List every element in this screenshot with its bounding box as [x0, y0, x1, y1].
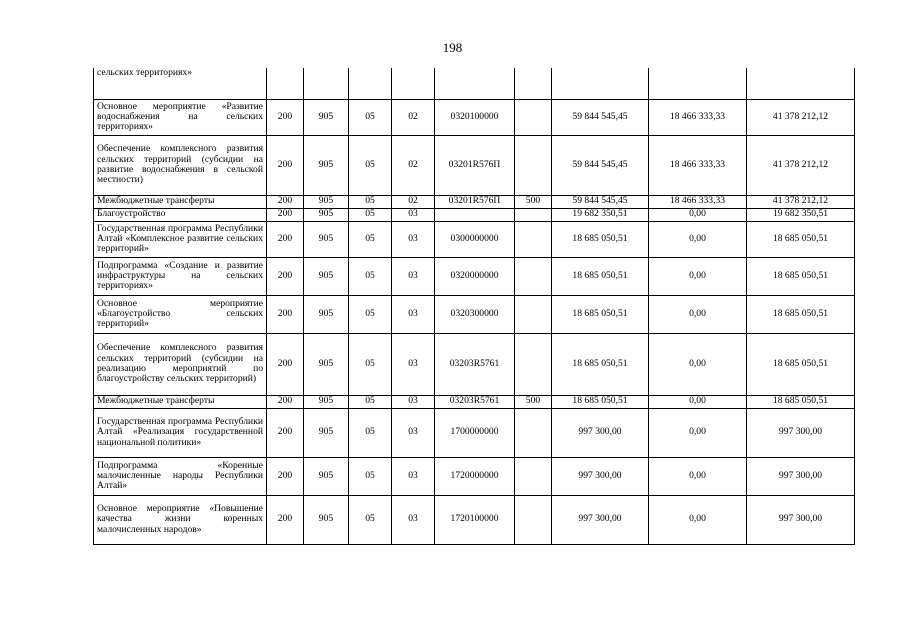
- row-name: Основное мероприятие «Благоустройство сельских территорий»: [94, 295, 267, 333]
- cell-c3: 05: [349, 495, 392, 544]
- cell-v2: 18 466 333,33: [649, 195, 747, 208]
- cell-v3: 41 378 212,12: [747, 195, 855, 208]
- cell-c2: 905: [304, 408, 349, 457]
- row-name: Государственная программа Республики Алтай «Комплексное развитие сельских территорий»: [94, 221, 267, 257]
- cell-c6: [515, 457, 552, 495]
- cell-c4: 03: [392, 408, 435, 457]
- cell-c2: 905: [304, 395, 349, 408]
- cell-c3: 05: [349, 457, 392, 495]
- cell-c1: 200: [267, 495, 304, 544]
- cell-v2: 0,00: [649, 208, 747, 221]
- row-name: Обеспечение комплексного развития сельских территорий (субсидии на реализацию мероприятий по благоустройству сельских территорий): [94, 333, 267, 395]
- cell-v3: 18 685 050,51: [747, 295, 855, 333]
- cell-c6: [515, 221, 552, 257]
- cell-c6: [515, 408, 552, 457]
- table-row: [94, 457, 855, 495]
- cell-c5: 03203R5761: [435, 333, 515, 395]
- table-row: [94, 495, 855, 544]
- cell-c1: 200: [267, 135, 304, 195]
- cell-c1: 200: [267, 221, 304, 257]
- cell-c1: [267, 68, 304, 99]
- cell-c2: 905: [304, 221, 349, 257]
- cell-c2: 905: [304, 135, 349, 195]
- cell-c5: 03201R576П: [435, 195, 515, 208]
- cell-c5: 03201R576П: [435, 135, 515, 195]
- cell-c5: 1720000000: [435, 457, 515, 495]
- cell-c4: 03: [392, 495, 435, 544]
- cell-v3: 18 685 050,51: [747, 221, 855, 257]
- table-row: [94, 99, 855, 135]
- table-row: [94, 395, 855, 408]
- cell-c5: 0320000000: [435, 257, 515, 295]
- cell-c4: 02: [392, 99, 435, 135]
- table-row: [94, 333, 855, 395]
- cell-c3: 05: [349, 408, 392, 457]
- cell-v2: [649, 68, 747, 99]
- cell-v1: 18 685 050,51: [552, 395, 649, 408]
- cell-c4: 02: [392, 195, 435, 208]
- cell-c3: 05: [349, 295, 392, 333]
- cell-c4: 03: [392, 333, 435, 395]
- cell-c3: 05: [349, 99, 392, 135]
- cell-c5: 0320100000: [435, 99, 515, 135]
- cell-c3: 05: [349, 221, 392, 257]
- cell-v2: 0,00: [649, 495, 747, 544]
- cell-c6: [515, 333, 552, 395]
- cell-v2: 0,00: [649, 295, 747, 333]
- table-row: [94, 195, 855, 208]
- cell-c5: 1720100000: [435, 495, 515, 544]
- cell-c6: 500: [515, 395, 552, 408]
- cell-v1: 997 300,00: [552, 495, 649, 544]
- row-name: сельских территориях»: [94, 68, 267, 99]
- cell-v1: 18 685 050,51: [552, 333, 649, 395]
- cell-v2: 0,00: [649, 333, 747, 395]
- row-name: Государственная программа Республики Алтай «Реализация государственной национальной политики»: [94, 408, 267, 457]
- cell-c1: 200: [267, 457, 304, 495]
- cell-v2: 18 466 333,33: [649, 135, 747, 195]
- cell-c4: 02: [392, 135, 435, 195]
- table-row: [94, 408, 855, 457]
- cell-c3: 05: [349, 395, 392, 408]
- cell-c6: [515, 99, 552, 135]
- cell-c1: 200: [267, 257, 304, 295]
- cell-v3: 997 300,00: [747, 408, 855, 457]
- row-name: Подпрограмма «Коренные малочисленные народы Республики Алтай»: [94, 457, 267, 495]
- cell-c6: [515, 68, 552, 99]
- cell-c4: 03: [392, 208, 435, 221]
- page-number: 198: [442, 40, 463, 55]
- cell-c5: 03203R5761: [435, 395, 515, 408]
- cell-c2: 905: [304, 333, 349, 395]
- cell-c6: [515, 208, 552, 221]
- cell-v3: 18 685 050,51: [747, 395, 855, 408]
- row-name: Благоустройство: [94, 208, 267, 221]
- row-name: Основное мероприятие «Развитие водоснабжения на сельских территориях»: [94, 99, 267, 135]
- cell-c3: 05: [349, 257, 392, 295]
- row-name: Основное мероприятие «Повышение качества жизни коренных малочисленных народов»: [94, 495, 267, 544]
- row-name: Подпрограмма «Создание и развитие инфраструктуры на сельских территориях»: [94, 257, 267, 295]
- cell-c1: 200: [267, 195, 304, 208]
- cell-c2: 905: [304, 495, 349, 544]
- cell-v3: 18 685 050,51: [747, 257, 855, 295]
- cell-c1: 200: [267, 295, 304, 333]
- cell-v2: 0,00: [649, 257, 747, 295]
- cell-v1: 997 300,00: [552, 457, 649, 495]
- table-row: [94, 135, 855, 195]
- cell-c6: [515, 135, 552, 195]
- cell-v1: 19 682 350,51: [552, 208, 649, 221]
- cell-v1: 59 844 545,45: [552, 135, 649, 195]
- cell-c5: [435, 208, 515, 221]
- cell-v1: [552, 68, 649, 99]
- cell-v1: 59 844 545,45: [552, 99, 649, 135]
- row-name: Обеспечение комплексного развития сельских территорий (субсидии на развитие водоснабжения в сельской местности): [94, 135, 267, 195]
- cell-c1: 200: [267, 99, 304, 135]
- cell-v1: 18 685 050,51: [552, 295, 649, 333]
- cell-c2: [304, 68, 349, 99]
- cell-c4: 03: [392, 257, 435, 295]
- cell-c4: 03: [392, 295, 435, 333]
- row-name: Межбюджетные трансферты: [94, 395, 267, 408]
- cell-c3: 05: [349, 135, 392, 195]
- cell-c4: 03: [392, 221, 435, 257]
- cell-c3: 05: [349, 333, 392, 395]
- cell-c4: [392, 68, 435, 99]
- cell-c2: 905: [304, 208, 349, 221]
- cell-c1: 200: [267, 333, 304, 395]
- cell-c3: 05: [349, 208, 392, 221]
- cell-v3: [747, 68, 855, 99]
- table-row: [94, 221, 855, 257]
- cell-v3: 18 685 050,51: [747, 333, 855, 395]
- cell-v1: 997 300,00: [552, 408, 649, 457]
- table-row: [94, 295, 855, 333]
- cell-c5: 0300000000: [435, 221, 515, 257]
- cell-c1: 200: [267, 208, 304, 221]
- cell-v3: 997 300,00: [747, 457, 855, 495]
- cell-v1: 18 685 050,51: [552, 257, 649, 295]
- cell-v3: 997 300,00: [747, 495, 855, 544]
- cell-v2: 0,00: [649, 395, 747, 408]
- cell-c1: 200: [267, 408, 304, 457]
- cell-c2: 905: [304, 295, 349, 333]
- cell-v2: 18 466 333,33: [649, 99, 747, 135]
- table-row: [94, 68, 855, 99]
- row-name: Межбюджетные трансферты: [94, 195, 267, 208]
- cell-c3: 05: [349, 195, 392, 208]
- cell-v3: 41 378 212,12: [747, 135, 855, 195]
- cell-c2: 905: [304, 195, 349, 208]
- cell-c6: [515, 295, 552, 333]
- cell-v1: 59 844 545,45: [552, 195, 649, 208]
- cell-c6: 500: [515, 195, 552, 208]
- cell-c2: 905: [304, 257, 349, 295]
- table-row: [94, 208, 855, 221]
- cell-c6: [515, 495, 552, 544]
- cell-c2: 905: [304, 457, 349, 495]
- cell-c2: 905: [304, 99, 349, 135]
- cell-v2: 0,00: [649, 457, 747, 495]
- cell-c3: [349, 68, 392, 99]
- cell-v1: 18 685 050,51: [552, 221, 649, 257]
- cell-v2: 0,00: [649, 221, 747, 257]
- cell-c5: 1700000000: [435, 408, 515, 457]
- budget-table: [93, 68, 855, 545]
- table-row: [94, 257, 855, 295]
- cell-v2: 0,00: [649, 408, 747, 457]
- cell-v3: 19 682 350,51: [747, 208, 855, 221]
- cell-c4: 03: [392, 395, 435, 408]
- cell-c1: 200: [267, 395, 304, 408]
- cell-c4: 03: [392, 457, 435, 495]
- cell-c5: [435, 68, 515, 99]
- cell-v3: 41 378 212,12: [747, 99, 855, 135]
- cell-c5: 0320300000: [435, 295, 515, 333]
- cell-c6: [515, 257, 552, 295]
